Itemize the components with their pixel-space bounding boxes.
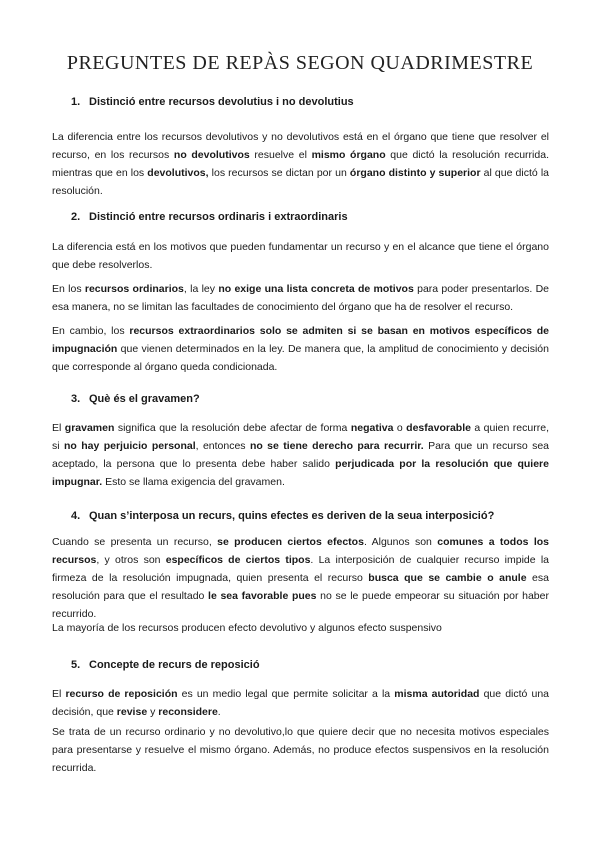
bold-text-run: gravamen <box>64 422 115 434</box>
text-run: En los <box>52 283 85 295</box>
bold-text-run: se producen ciertos efectos <box>217 536 364 548</box>
bold-text-run: reconsidere <box>158 706 218 718</box>
bold-text-run: devolutivos, <box>147 167 209 179</box>
question-number: 2. <box>71 211 81 223</box>
bold-text-run: revise <box>116 706 148 718</box>
text-run: que dictó la resolución recurrida. mientras que en los <box>52 149 549 179</box>
text-run: La mayoría de los recursos producen efecto devolutivo y algunos efecto suspensivo <box>52 622 442 634</box>
answer-paragraph <box>52 128 549 200</box>
bold-text-run: recursos extraordinarios solo se admiten si se basan en motivos específicos de impugnación <box>52 325 549 355</box>
question-number: 5. <box>71 659 81 671</box>
text-run: esa resolución para que el resultado <box>52 572 549 602</box>
bold-text-run: desfavorable <box>406 422 471 434</box>
bold-text-run: negativa <box>350 422 394 434</box>
text-run: o <box>393 422 407 434</box>
question-heading <box>71 211 348 223</box>
question-text: Distinció entre recursos devolutius i no devolutius <box>89 96 354 108</box>
text-run: Esto se llama exigencia del gravamen. <box>102 476 285 488</box>
question-number: 4. <box>71 510 81 522</box>
bold-text-run: no exige una lista concreta de motivos <box>218 283 414 295</box>
bold-text-run: órgano distinto y superior <box>349 167 481 179</box>
text-run: Cuando se presenta un recurso, <box>52 536 218 548</box>
question-number: 3. <box>71 393 81 405</box>
question-text: Què és el gravamen? <box>89 393 200 405</box>
question-number: 1. <box>71 96 81 108</box>
question-heading <box>71 510 494 522</box>
question-heading <box>71 659 260 671</box>
text-run: , y otros son <box>96 554 166 566</box>
text-run: al que dictó la resolución. <box>52 167 549 197</box>
question-text: Quan s’interposa un recurs, quins efectes es deriven de la seua interposició? <box>89 510 495 522</box>
answer-paragraph <box>52 533 549 623</box>
answer-paragraph <box>52 322 549 376</box>
text-run: . <box>217 706 221 718</box>
bold-text-run: no hay perjuicio personal <box>63 440 196 452</box>
question-text: Concepte de recurs de reposició <box>89 659 260 671</box>
text-run: Para que un recurso sea aceptado, la persona que lo presenta debe haber salido <box>52 440 549 470</box>
answer-paragraph <box>52 685 549 721</box>
answer-paragraph <box>52 723 549 777</box>
bold-text-run: perjudicada por la resolución que quiere impugnar. <box>52 458 549 488</box>
text-run: significa que la resolución debe afectar de forma <box>114 422 351 434</box>
text-run: . Algunos son <box>363 536 438 548</box>
question-heading <box>71 393 200 405</box>
bold-text-run: no se tiene derecho para recurrir. <box>249 440 424 452</box>
answer-paragraph <box>52 419 549 491</box>
bold-text-run: recursos ordinarios <box>84 283 184 295</box>
text-run: La diferencia entre los recursos devolutivos y no devolutivos está en el órgano que tiene que resolver el recurso, en los recursos <box>52 131 549 161</box>
page-title: PREGUNTES DE REPÀS SEGON QUADRIMESTRE <box>66 52 534 74</box>
answer-paragraph <box>52 238 549 274</box>
text-run: a quien recurre, si <box>52 422 549 452</box>
bold-text-run: comunes a todos los recursos <box>52 536 549 566</box>
text-run: El <box>52 688 66 700</box>
text-run: , la ley <box>183 283 219 295</box>
bold-text-run: le sea favorable pues <box>208 590 317 602</box>
text-run: El <box>52 422 65 434</box>
text-run: La diferencia está en los motivos que pueden fundamentar un recurso y en el alcance que tiene el órgano que debe resolverlos. <box>52 241 549 271</box>
answer-paragraph <box>52 619 549 637</box>
text-run: . La interposición de cualquier recurso impide la firmeza de la resolución impugnada, quien presenta el recurso <box>52 554 550 584</box>
question-heading <box>71 96 354 108</box>
text-run: no se le puede empeorar su situación por haber recurrido. <box>52 590 549 620</box>
text-run: los recursos se dictan por un <box>208 167 350 179</box>
text-run: para poder presentarlos. De esa manera, no se limitan las facultades de conocimiento del órgano que ha de resolver el recurso. <box>52 283 550 313</box>
text-run: , entonces <box>195 440 250 452</box>
text-run: En cambio, los <box>52 325 130 337</box>
bold-text-run: busca que se cambie o anule <box>368 572 527 584</box>
text-run: que vienen determinados en la ley. De manera que, la amplitud de conocimiento y decisión que corresponde al órgano queda condicionada. <box>52 343 549 373</box>
bold-text-run: no devolutivos <box>173 149 250 161</box>
text-run: que dictó una decisión, que <box>52 688 550 718</box>
text-run: es un medio legal que permite solicitar a la <box>177 688 395 700</box>
bold-text-run: recurso de reposición <box>65 688 178 700</box>
answer-paragraph <box>52 280 549 316</box>
bold-text-run: específicos de ciertos tipos <box>165 554 311 566</box>
text-run: y <box>147 706 159 718</box>
bold-text-run: misma autoridad <box>394 688 480 700</box>
text-run: resuelve el <box>249 149 312 161</box>
bold-text-run: mismo órgano <box>311 149 386 161</box>
question-text: Distinció entre recursos ordinaris i extraordinaris <box>89 211 348 223</box>
text-run: Se trata de un recurso ordinario y no devolutivo,lo que quiere decir que no necesita motivos especiales para presentarse y resuelve el mismo órgano. Además, no produce efectos suspensivos en la resolución recurrida. <box>52 726 549 774</box>
